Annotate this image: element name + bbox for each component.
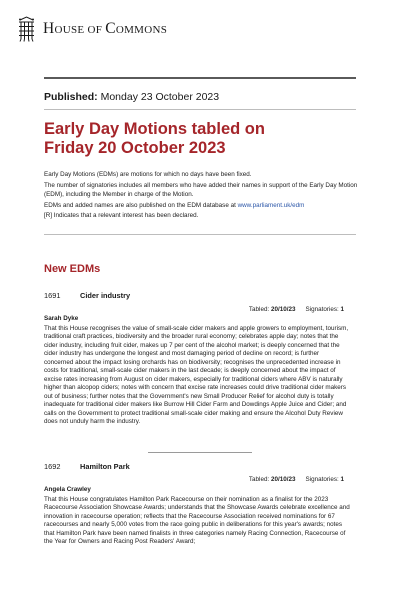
intro-paragraph: Early Day Motions (EDMs) are motions for which no days have been fixed.: [44, 171, 252, 178]
intro-paragraph: The number of signatories includes all members who have added their names in support of the Early Day Motion (EDM), including the Member in charge of the Motion.: [44, 182, 358, 198]
edm-heading: [44, 291, 130, 300]
portcullis-icon: [17, 16, 36, 42]
divider: [44, 109, 356, 110]
section-title: New EDMs: [44, 263, 101, 275]
organisation-name: HOUSE OF COMMONS: [43, 20, 168, 37]
page-title: Early Day Motions tabled on Friday 20 October 2023: [44, 120, 265, 157]
intro-paragraph: [R] Indicates that a relevant interest has been declared.: [44, 212, 199, 219]
published-line: Published: Monday 23 October 2023: [44, 91, 220, 103]
edm-meta: Tabled: 20/10/23 Signatories: 1: [248, 476, 344, 483]
edm-body: That this House recognises the value of small-scale cider makers and apple growers to employment, tourism, traditional craft practices, biodiversity and the broader rural economy; celebrates apple day; notes that the cider industry, including fruit cider, makes up 7 per cent of the alcohol market; is deeply concerned that the cider industry has undergone the longest and most damaging period of decline on record; is further concerned about the impact losing orchards has on biodiversity; recognises the unprecedented increase in costs for traditional, small-scale cider makers in the last decade; is deeply concerned about the impact of excise rates increasing from August on cider makers, especially for traditional ciders where ABV is naturally higher than alcopop ciders; notes with concern that excise rate increases could drive traditional cider makers out of business; further notes that the Government's new Small Producer Relief for alcohol duty is totally inadequate for traditional cider makers like Burrow Hill Cider Farm and Dowdings Apple Juice and Cider; and calls on the Government to protect traditional small-scale cider making and ensure the Alcohol Duty Review does not unduly harm the industry.: [44, 325, 349, 425]
edm-body: That this House congratulates Hamilton Park Racecourse on their nomination as a finalist for the 2023 Racecourse Association Showcase Awards; understands that the Showcase Awards celebrate excellence and innovation in racecourse operation; reflects that the Racecourse Association received nominations for 67 racecourses and nearly 5,000 votes from the race going public in deliberations for this year's awards; notes that Hamilton Park have been named finalists in three categories namely Racing Connection, Racecourse of the Year for Owners and Racing Post Readers' Award;: [44, 496, 350, 546]
divider: [44, 234, 356, 235]
edm-title: Cider industry: [80, 291, 131, 300]
edm-meta: Tabled: 20/10/23 Signatories: 1: [248, 306, 344, 313]
edm-sponsor: Angela Crawley: [44, 486, 91, 493]
edm-sponsor: Sarah Dyke: [44, 315, 79, 322]
edm-database-link[interactable]: www.parliament.uk/edm: [237, 202, 305, 209]
edm-number: 1692: [44, 462, 61, 471]
edm-number: 1691: [44, 291, 61, 300]
intro-paragraph: EDMs and added names are also published on the EDM database at www.parliament.uk/edm: [44, 202, 305, 209]
divider: [44, 77, 356, 79]
separator: [148, 452, 252, 453]
header: [17, 14, 167, 44]
edm-heading: [44, 462, 130, 471]
edm-title: Hamilton Park: [80, 462, 130, 471]
